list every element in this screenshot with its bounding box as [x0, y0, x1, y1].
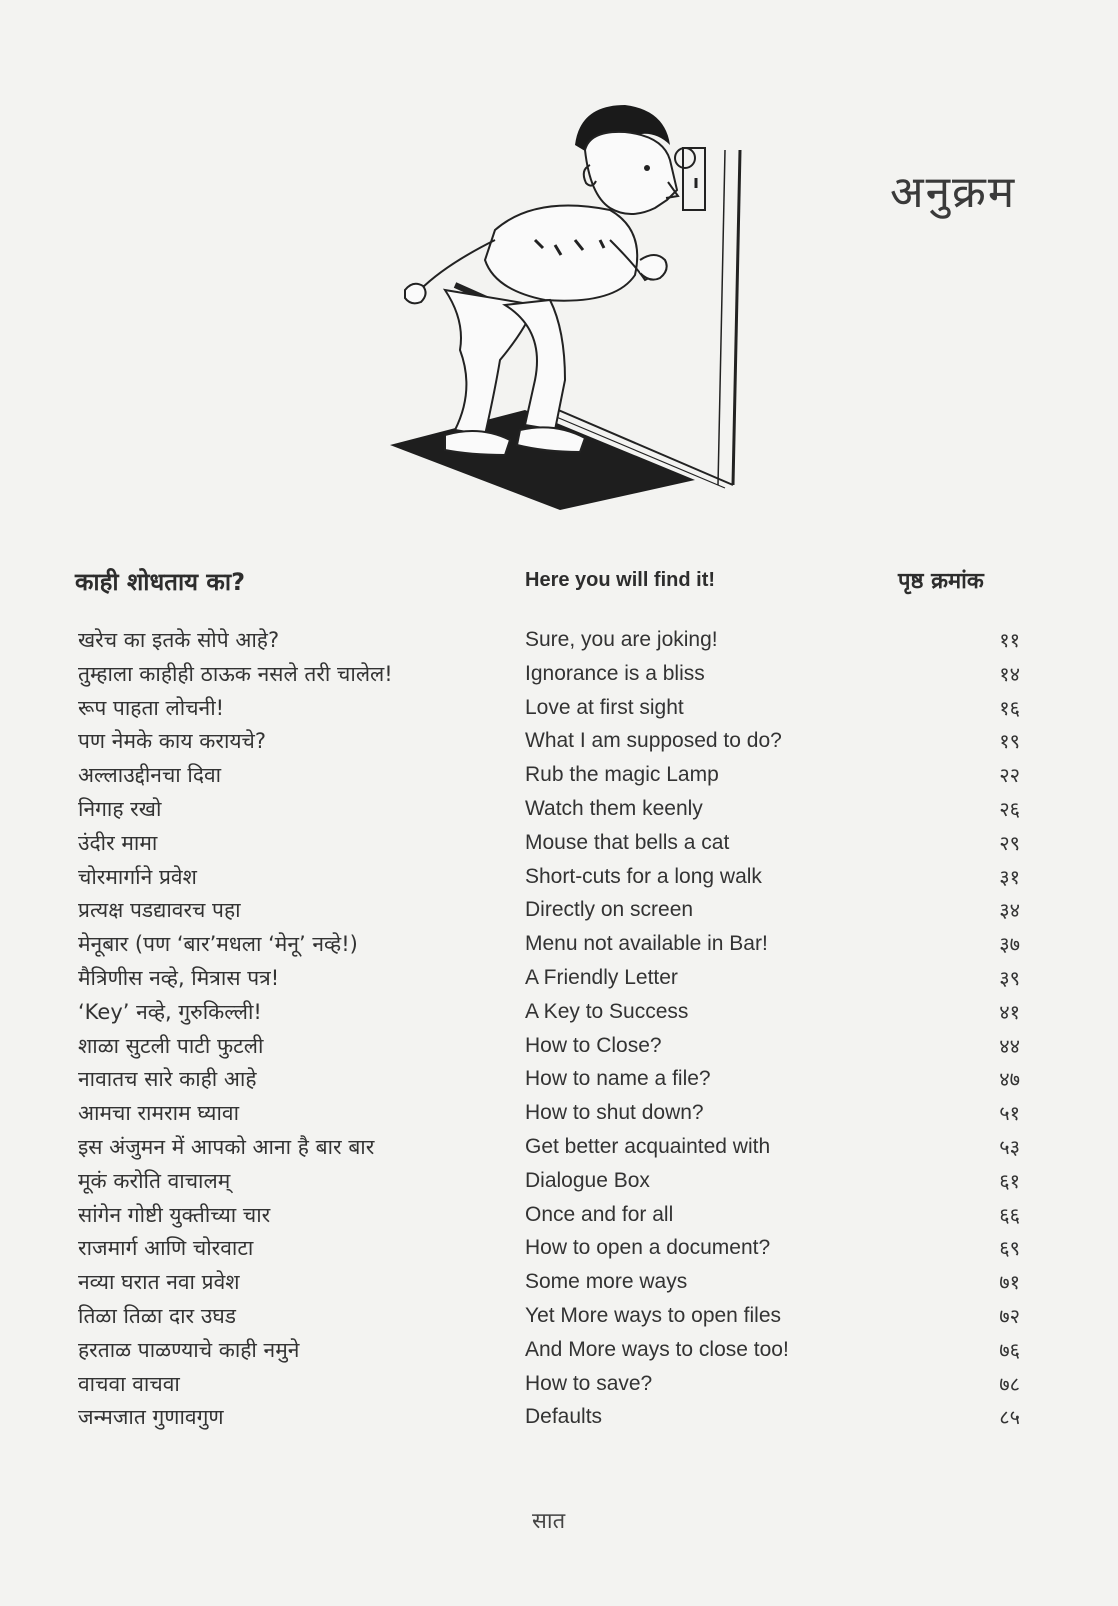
entry-english-title: How to shut down?	[525, 1101, 704, 1125]
entry-marathi-title: आमचा रामराम घ्यावा	[78, 1101, 240, 1126]
entry-english-title: Menu not available in Bar!	[525, 932, 768, 956]
entry-page-number: ८५	[999, 1405, 1020, 1430]
toc-entry	[0, 896, 1118, 930]
page-footer-number: सात	[532, 1509, 566, 1534]
toc-entry	[0, 795, 1118, 829]
entry-english-title: A Key to Success	[525, 999, 689, 1023]
entry-page-number: ४७	[999, 1067, 1020, 1092]
entry-english-title: How to open a document?	[525, 1236, 771, 1260]
entry-english-title: Dialogue Box	[525, 1168, 650, 1192]
entry-english-title: Once and for all	[525, 1202, 674, 1226]
entry-page-number: ४१	[999, 999, 1020, 1024]
entry-english-title: Love at first sight	[525, 695, 684, 719]
entry-marathi-title: प्रत्यक्ष पडद्यावरच पहा	[78, 898, 241, 923]
entry-marathi-title: शाळा सुटली पाटी फुटली	[78, 1033, 264, 1058]
entry-english-title: How to Close?	[525, 1033, 662, 1057]
entry-english-title: Yet More ways to open files	[525, 1304, 782, 1327]
entry-page-number: ३४	[999, 898, 1020, 923]
entry-marathi-title: रूप पाहता लोचनी!	[78, 695, 225, 720]
entry-page-number: ६१	[999, 1168, 1020, 1193]
entry-page-number: २६	[999, 797, 1020, 821]
toc-entry	[0, 1302, 1118, 1336]
header-english: Here you will find it!	[525, 569, 716, 591]
entry-marathi-title: चोरमार्गाने प्रवेश	[78, 864, 197, 889]
entry-marathi-title: वाचवा वाचवा	[78, 1371, 180, 1396]
toc-entry	[0, 1201, 1118, 1235]
toc-entry	[0, 1167, 1118, 1201]
entry-marathi-title: ‘Key’ नव्हे, गुरुकिल्ली!	[78, 999, 262, 1024]
entry-marathi-title: मेनूबार (पण ‘बार’मधला ‘मेनू’ नव्हे!)	[78, 932, 358, 957]
entry-english-title: Some more ways	[525, 1270, 688, 1294]
entry-marathi-title: मूकं करोति वाचालम्	[78, 1168, 231, 1193]
toc-entry	[0, 1268, 1118, 1302]
toc-entry	[0, 761, 1118, 795]
entry-marathi-title: नव्या घरात नवा प्रवेश	[78, 1270, 240, 1295]
entry-marathi-title: पण नेमके काय करायचे?	[78, 729, 267, 754]
toc-entry	[0, 1032, 1118, 1066]
entry-page-number: ७२	[999, 1304, 1020, 1328]
toc-entry	[0, 1065, 1118, 1099]
toc-entry	[0, 1099, 1118, 1133]
entry-page-number: ३१	[999, 864, 1020, 889]
entry-page-number: १६	[999, 695, 1020, 720]
entry-english-title: A Friendly Letter	[525, 966, 678, 989]
toc-entry	[0, 964, 1118, 998]
entry-page-number: ११	[999, 628, 1020, 652]
entry-english-title: Directly on screen	[525, 898, 694, 922]
entry-page-number: ६९	[999, 1236, 1020, 1261]
entry-marathi-title: तिळा तिळा दार उघड	[78, 1304, 236, 1328]
entry-page-number: २९	[999, 830, 1020, 855]
entry-page-number: ७१	[999, 1270, 1020, 1295]
toc-entry	[0, 1133, 1118, 1167]
entry-marathi-title: राजमार्ग आणि चोरवाटा	[78, 1236, 254, 1261]
entry-marathi-title: इस अंजुमन में आपको आना है बार बार	[78, 1135, 375, 1159]
entry-english-title: Short-cuts for a long walk	[525, 864, 762, 888]
toc-entry	[0, 1370, 1118, 1404]
entry-english-title: Mouse that bells a cat	[525, 830, 730, 854]
toc-entry	[0, 1234, 1118, 1268]
entry-marathi-title: खरेच का इतके सोपे आहे?	[78, 628, 280, 652]
entry-page-number: १९	[999, 729, 1020, 754]
entry-marathi-title: निगाह रखो	[78, 797, 162, 821]
toc-entry	[0, 1336, 1118, 1370]
entry-page-number: ७६	[999, 1337, 1020, 1362]
entry-marathi-title: अल्लाउद्दीनचा दिवा	[78, 763, 222, 788]
entry-marathi-title: उंदीर मामा	[78, 830, 158, 855]
entry-page-number: ४४	[999, 1033, 1020, 1058]
entry-english-title: Sure, you are joking!	[525, 628, 718, 651]
toc-entry	[0, 660, 1118, 694]
entry-page-number: २२	[999, 763, 1020, 788]
entry-english-title: And More ways to close too!	[525, 1337, 789, 1361]
entry-english-title: How to name a file?	[525, 1067, 711, 1091]
peeking-man-illustration	[385, 90, 765, 510]
toc-entry	[0, 1403, 1118, 1437]
entry-english-title: Get better acquainted with	[525, 1135, 771, 1158]
entry-english-title: Defaults	[525, 1405, 603, 1429]
entry-marathi-title: तुम्हाला काहीही ठाऊक नसले तरी चालेल!	[78, 661, 393, 686]
toc-entry	[0, 998, 1118, 1032]
entry-english-title: How to save?	[525, 1371, 653, 1395]
entry-marathi-title: नावातच सारे काही आहे	[78, 1067, 257, 1092]
toc-header	[0, 565, 1118, 605]
entry-page-number: ३७	[999, 932, 1020, 957]
page-title: अनुक्रम	[890, 167, 1017, 218]
toc-entry	[0, 863, 1118, 897]
entry-english-title: Ignorance is a bliss	[525, 661, 705, 685]
toc-entry	[0, 727, 1118, 761]
entry-page-number: ७८	[999, 1371, 1020, 1396]
toc-entry	[0, 829, 1118, 863]
entry-english-title: Rub the magic Lamp	[525, 763, 719, 787]
entry-page-number: ६६	[999, 1202, 1020, 1227]
header-marathi: काही शोधताय का?	[75, 568, 246, 596]
entry-english-title: What I am supposed to do?	[525, 729, 782, 753]
entry-page-number: ५३	[999, 1135, 1020, 1159]
entry-page-number: ५१	[999, 1101, 1020, 1126]
entry-marathi-title: जन्मजात गुणावगुण	[78, 1405, 224, 1430]
header-page-number: पृष्ठ क्रमांक	[898, 569, 984, 594]
toc-entry	[0, 694, 1118, 728]
entry-marathi-title: हरताळ पाळण्याचे काही नमुने	[78, 1337, 300, 1362]
entry-marathi-title: सांगेन गोष्टी युक्तीच्या चार	[78, 1202, 271, 1227]
entry-page-number: १४	[999, 661, 1020, 686]
entry-page-number: ३९	[999, 966, 1020, 990]
toc-entry	[0, 626, 1118, 660]
entry-marathi-title: मैत्रिणीस नव्हे, मित्रास पत्र!	[78, 966, 280, 990]
entry-english-title: Watch them keenly	[525, 797, 703, 820]
toc-entry	[0, 930, 1118, 964]
